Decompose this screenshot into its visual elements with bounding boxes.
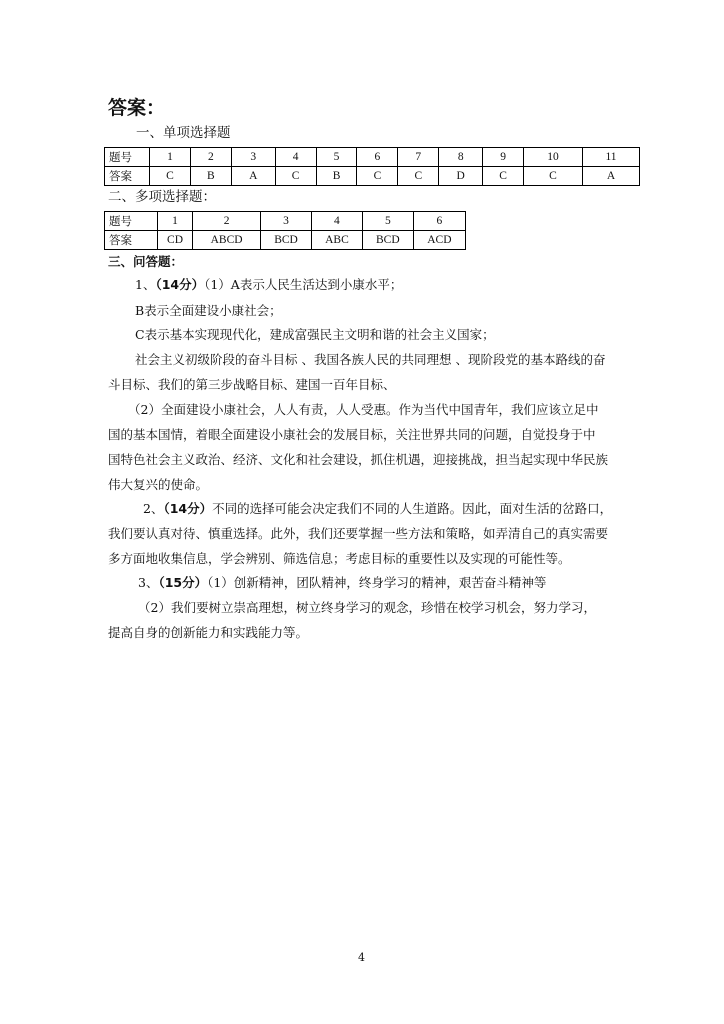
q2-prefix: 2、 <box>143 501 164 516</box>
question-number-cell: 4 <box>275 148 316 167</box>
table-row-question-numbers <box>105 212 466 231</box>
answer-cell: A <box>231 167 275 186</box>
question-number-cell: 3 <box>231 148 275 167</box>
q2-line-3: 多方面地收集信息，学会辨别、筛选信息；考虑目标的重要性以及实现的可能性等。 <box>108 551 571 566</box>
answers-title: 答案： <box>108 97 166 119</box>
table-row-question-numbers <box>105 148 640 167</box>
answer-cell: C <box>150 167 191 186</box>
answer-cell: ACD <box>413 231 465 250</box>
answer-cell: C <box>524 167 583 186</box>
q1-line-4: 社会主义初级阶段的奋斗目标 、我国各族人民的共同理想 、现阶段党的基本路线的奋 <box>135 352 606 367</box>
answer-cell: C <box>483 167 524 186</box>
q2-score: （14分） <box>163 501 213 516</box>
table-header-cell: 答案 <box>105 167 150 186</box>
q3-line-3: 提高自身的创新能力和实践能力等。 <box>108 625 309 640</box>
answer-cell: A <box>582 167 639 186</box>
q3-prefix: 3、 <box>138 575 159 590</box>
q1-line-9: 伟大复兴的使命。 <box>108 477 209 492</box>
question-number-cell: 6 <box>413 212 465 231</box>
table-header-cell: 答案 <box>105 231 158 250</box>
answer-cell: D <box>439 167 483 186</box>
q2-line-1: 不同的选择可能会决定我们不同的人生道路。因此，面对生活的岔路口， <box>212 501 613 516</box>
multi-choice-table <box>104 211 466 250</box>
question-number-cell: 2 <box>190 148 231 167</box>
question-number-cell: 3 <box>261 212 312 231</box>
section-qa-heading: 三、问答题： <box>108 254 184 269</box>
question-number-cell: 5 <box>316 148 357 167</box>
answer-cell: CD <box>158 231 193 250</box>
q1-first-line <box>135 276 402 294</box>
answer-cell: C <box>275 167 316 186</box>
q1-line-8: 国特色社会主义政治、经济、文化和社会建设，抓住机遇，迎接挑战，担当起实现中华民族 <box>108 452 609 467</box>
q1-line-2: B表示全面建设小康社会； <box>135 303 282 318</box>
question-number-cell: 10 <box>524 148 583 167</box>
q1-line-7: 国的基本国情，着眼全面建设小康社会的发展目标，关注世界共同的问题，自觉投身于中 <box>108 427 596 442</box>
question-number-cell: 1 <box>158 212 193 231</box>
question-number-cell: 9 <box>483 148 524 167</box>
table-row-answers <box>105 231 466 250</box>
question-number-cell: 4 <box>311 212 362 231</box>
answer-cell: BCD <box>362 231 413 250</box>
question-number-cell: 11 <box>582 148 639 167</box>
question-number-cell: 5 <box>362 212 413 231</box>
q1-line-1: （1）A表示人民生活达到小康水平； <box>204 277 403 292</box>
answer-cell: ABCD <box>193 231 261 250</box>
single-choice-table <box>104 147 640 186</box>
q3-line-2: （2）我们要树立崇高理想，树立终身学习的观念，珍惜在校学习机会，努力学习， <box>138 600 596 615</box>
q1-line-6: （2）全面建设小康社会，人人有责，人人受惠。作为当代中国青年，我们应该立足中 <box>128 402 599 417</box>
table-header-cell: 题号 <box>105 212 158 231</box>
answer-cell: C <box>357 167 398 186</box>
table-row-answers <box>105 167 640 186</box>
answer-cell: C <box>398 167 439 186</box>
q3-score: （15分） <box>158 575 208 590</box>
answer-cell: ABC <box>311 231 362 250</box>
q3-line-1: （1）创新精神，团队精神，终身学习的精神，艰苦奋斗精神等 <box>207 575 547 590</box>
q1-prefix: 1、 <box>135 277 156 292</box>
question-number-cell: 8 <box>439 148 483 167</box>
answer-cell: B <box>190 167 231 186</box>
page-number: 4 <box>358 951 365 964</box>
section-single-choice-heading: 一、单项选择题 <box>136 125 231 141</box>
answer-cell: B <box>316 167 357 186</box>
q3-first-line <box>138 574 546 592</box>
question-number-cell: 6 <box>357 148 398 167</box>
question-number-cell: 2 <box>193 212 261 231</box>
q1-line-3: C表示基本实现现代化，建成富强民主文明和谐的社会主义国家； <box>135 327 495 342</box>
q1-score: （14分） <box>155 277 205 292</box>
section-multi-choice-heading: 二、多项选择题： <box>108 189 216 205</box>
table-header-cell: 题号 <box>105 148 150 167</box>
q1-line-5: 斗目标、我们的第三步战略目标、建国一百年目标、 <box>108 377 396 392</box>
answer-cell: BCD <box>261 231 312 250</box>
question-number-cell: 7 <box>398 148 439 167</box>
question-number-cell: 1 <box>150 148 191 167</box>
q2-line-2: 我们要认真对待、慎重选择。此外，我们还要掌握一些方法和策略，如弄清自己的真实需要 <box>108 526 609 541</box>
q2-first-line <box>143 500 612 518</box>
